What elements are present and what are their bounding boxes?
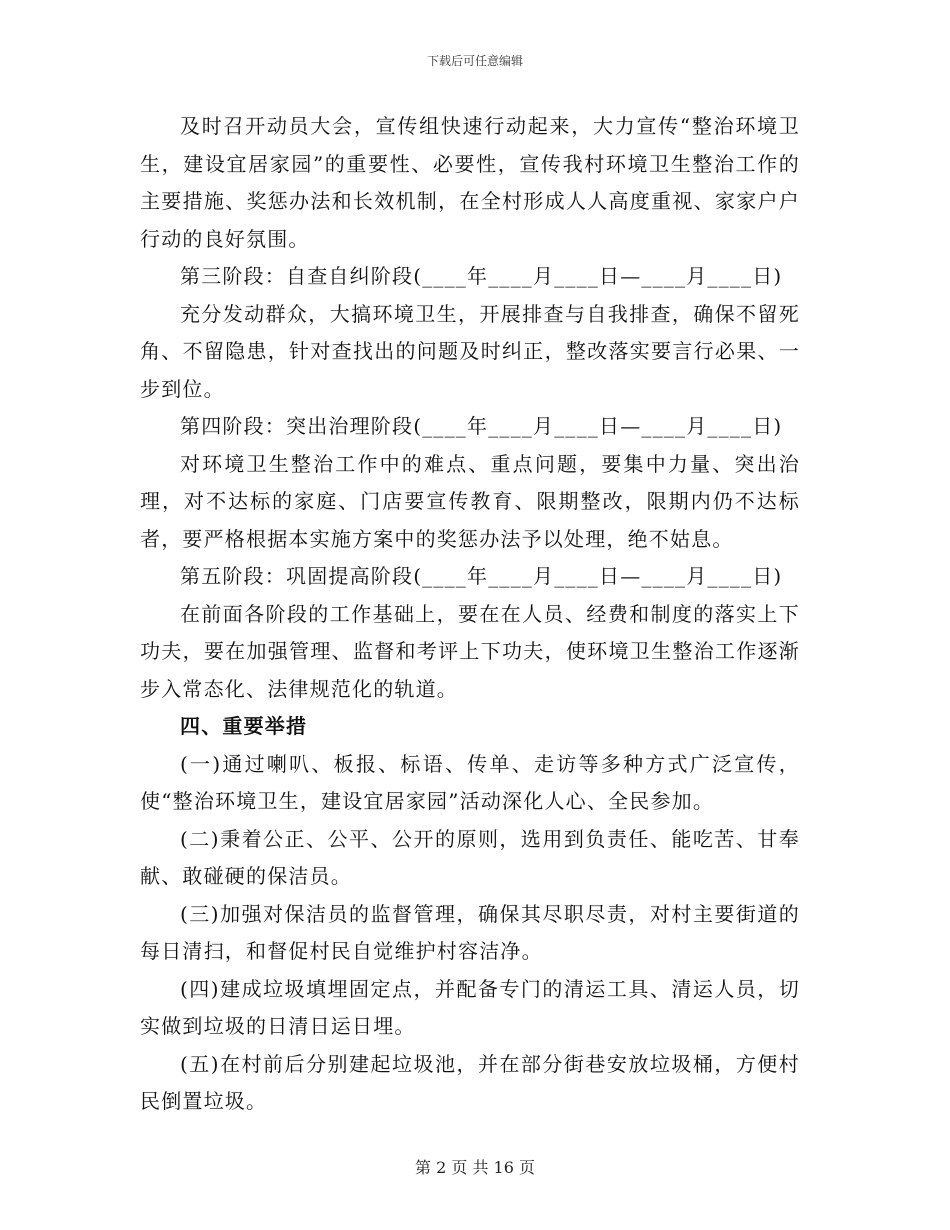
stage-five-title: 第五阶段：巩固提高阶段(____年____月____日—____月____日) <box>180 564 783 588</box>
section-heading-measures: 四、重要举措 <box>180 714 308 738</box>
measure-item-1: (一)通过喇叭、板报、标语、传单、走访等多种方式广泛宣传，使“整治环境卫生，建设宜居家园”活动深化人心、全民参加。 <box>140 751 800 813</box>
measure-item-5: (五)在村前后分别建起垃圾池，并在部分街巷安放垃圾桶，方便村民倒置垃圾。 <box>140 1051 800 1113</box>
measure-item-3: (三)加强对保洁员的监督管理，确保其尽职尽责，对村主要街道的每日清扫，和督促村民自觉维护村容洁净。 <box>140 901 800 963</box>
page-header: 下载后可任意编辑 <box>426 54 523 68</box>
stage-three-title: 第三阶段：自查自纠阶段(____年____月____日—____月____日) <box>180 264 783 288</box>
paragraph-self-inspection: 充分发动群众，大搞环境卫生，开展排查与自我排查，确保不留死角、不留隐患，针对查找出的问题及时纠正，整改落实要言行必果、一步到位。 <box>140 301 800 401</box>
paragraph-consolidation: 在前面各阶段的工作基础上，要在在人员、经费和制度的落实上下功夫，要在加强管理、监督和考评上下功夫，使环境卫生整治工作逐渐步入常态化、法律规范化的轨道。 <box>140 601 800 701</box>
page-number: 第 2 页 共 16 页 <box>415 1158 535 1177</box>
measure-item-2: (二)秉着公正、公平、公开的原则，选用到负责任、能吃苦、甘奉献、敢碰硬的保洁员。 <box>140 826 800 888</box>
paragraph-mobilization: 及时召开动员大会，宣传组快速行动起来，大力宣传“整治环境卫生，建设宜居家园”的重要性、必要性，宣传我村环境卫生整治工作的主要措施、奖惩办法和长效机制，在全村形成人人高度重视、家家户户行动的良好氛围。 <box>140 114 800 251</box>
document-body <box>140 108 800 1121</box>
stage-four-title: 第四阶段：突出治理阶段(____年____月____日—____月____日) <box>180 414 783 438</box>
paragraph-key-governance: 对环境卫生整治工作中的难点、重点问题，要集中力量、突出治理，对不达标的家庭、门店要宣传教育、限期整改，限期内仍不达标者，要严格根据本实施方案中的奖惩办法予以处理，绝不姑息。 <box>140 451 800 551</box>
measure-item-4: (四)建成垃圾填埋固定点，并配备专门的清运工具、清运人员，切实做到垃圾的日清日运日埋。 <box>140 976 800 1038</box>
